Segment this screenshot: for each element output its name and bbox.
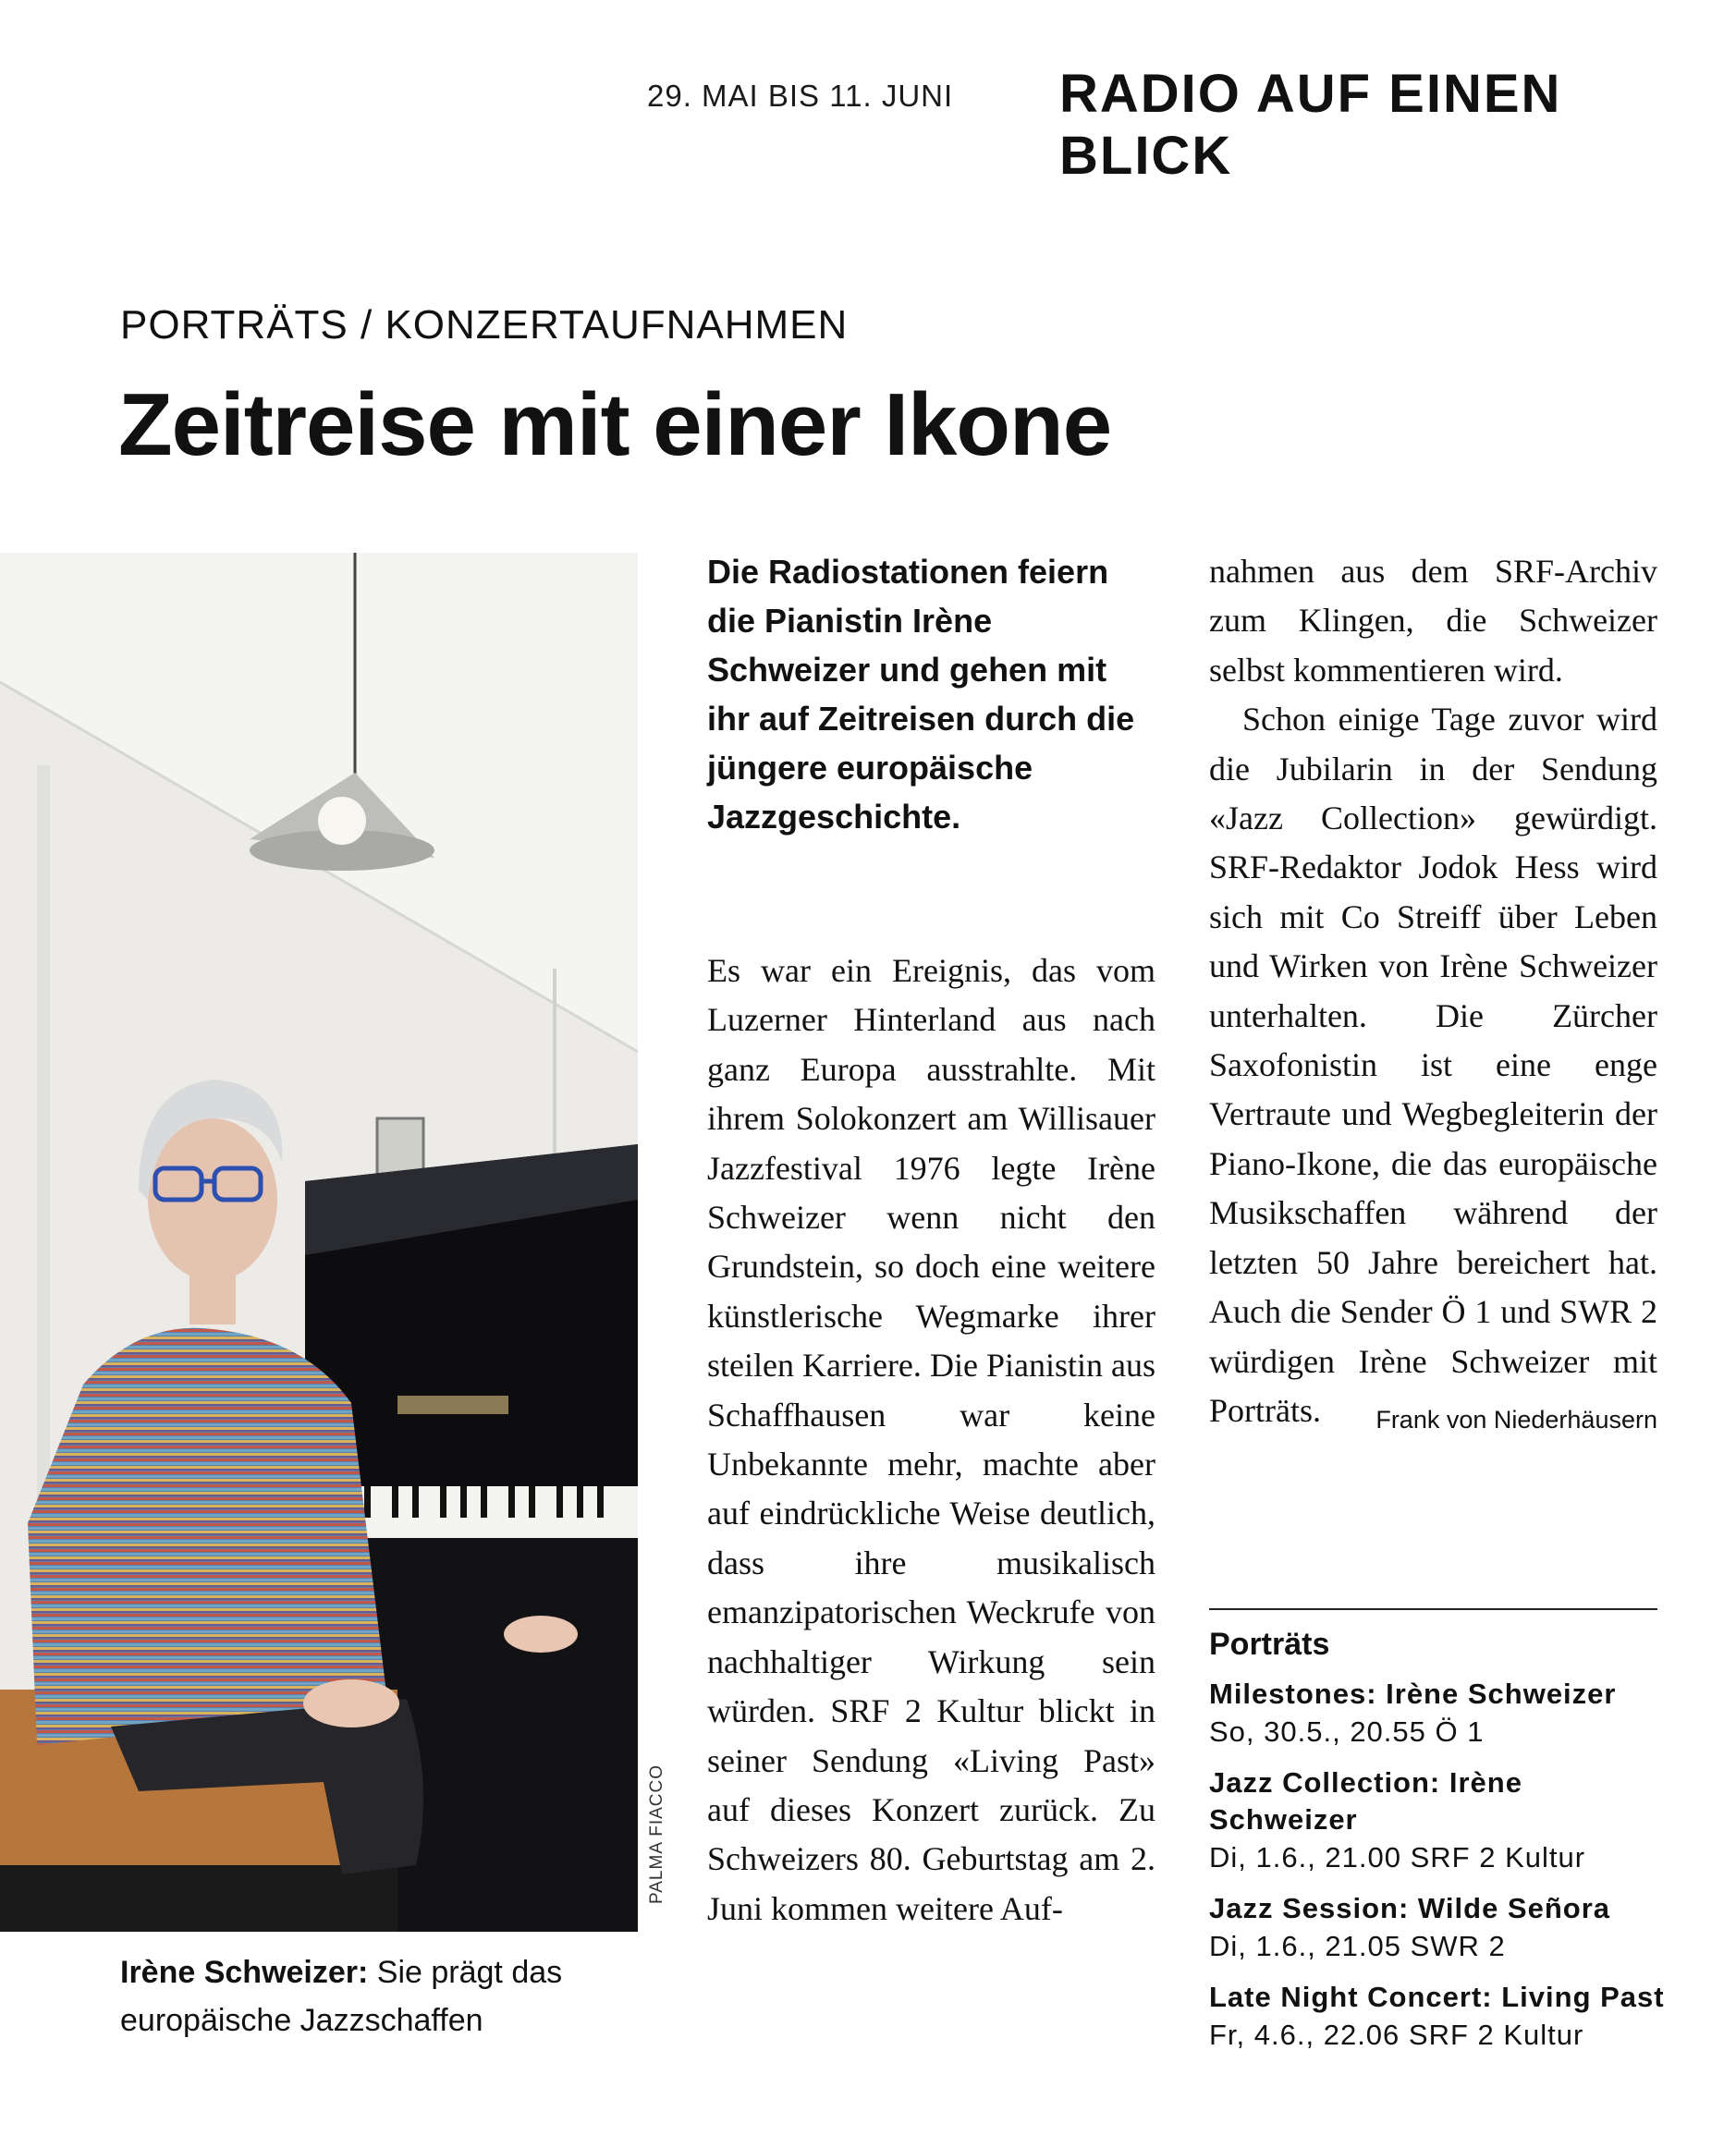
listing-time: Fr, 4.6., 22.06 SRF 2 Kultur [1209, 2019, 1584, 2051]
caption-name: Irène Schweizer: [120, 1955, 369, 1990]
article-kicker: PORTRÄTS / KONZERTAUFNAHMEN [120, 302, 849, 348]
listings-divider [1209, 1608, 1657, 1610]
portrait-illustration [0, 553, 638, 1932]
listing-time: So, 30.5., 20.55 Ö 1 [1209, 1715, 1485, 1748]
listing-title: Jazz Collection: Irène Schweizer [1209, 1766, 1522, 1836]
listing-time: Di, 1.6., 21.00 SRF 2 Kultur [1209, 1841, 1586, 1874]
broadcast-listings [1209, 1627, 1671, 2055]
listing-title: Late Night Concert: Living Past [1209, 1981, 1665, 2013]
listing-item [1209, 1890, 1671, 1966]
article-body-column-2 [1209, 547, 1657, 1445]
issue-date-range: 29. MAI BIS 11. JUNI [647, 79, 954, 113]
portrait-photo [0, 553, 638, 1932]
listings-heading: Porträts [1209, 1627, 1330, 1662]
listing-title: Milestones: Irène Schweizer [1209, 1678, 1617, 1710]
body-paragraph: Es war ein Ereignis, das vom Luzerner Hinterland aus nach ganz Europa ausstrahlte. Mit ihrem Solokonzert am Willisauer Jazzfestival 1976 legte Irène Schweizer wenn nicht den Grundstein, so doch eine weitere künstlerische Wegmarke ihrer steilen Karriere. Die Pianistin aus Schaffhausen war keine Unbekannte mehr, machte aber auf eindrückliche Weise deutlich, dass ihre musikalisch emanzipatorischen Weckrufe von nachhaltiger Wirkung sein würden. SRF 2 Kultur blickt in seiner Sendung «Living Past» auf dieses Konzert zurück. Zu Schweizers 80. Geburtstag am 2. Juni kommen weitere Auf- [707, 952, 1155, 1927]
caption-text: Sie prägt das europäische Jazzschaffen [120, 1955, 563, 2038]
listing-title: Jazz Session: Wilde Señora [1209, 1892, 1611, 1924]
article-body-column-1 [707, 946, 1155, 1934]
body-paragraph: nahmen aus dem SRF-Archiv zum Klingen, die Schweizer selbst kommentieren wird. [1209, 553, 1657, 689]
article-author: Frank von Niederhäusern [1375, 1405, 1657, 1434]
body-paragraph [1209, 695, 1657, 1435]
article-headline: Zeitreise mit einer Ikone [118, 375, 1112, 474]
photo-caption [120, 1948, 638, 2044]
listing-item [1209, 1676, 1671, 1752]
body-paragraph-text: Schon einige Tage zuvor wird die Jubilarin in der Sendung «Jazz Collection» gewürdigt. SRF-Redaktor Jodok Hess wird sich mit Co Streiff über Leben und Wirken von Irène Schweizer unterhalten. Die Zürcher Saxofonistin ist eine enge Vertraute und Wegbegleiterin der Piano-Ikone, die das europäische Musikschaffen während der letzten 50 Jahre bereichert hat. Auch die Sender Ö 1 und SWR 2 würdigen Irène Schweizer mit Porträts. [1209, 701, 1657, 1429]
article-lead: Die Radiostationen feiern die Pianistin Irène Schweizer und gehen mit ihr auf Zeitreisen durch die jüngere europäische Jazzgeschichte. [707, 553, 1135, 836]
listing-time: Di, 1.6., 21.05 SWR 2 [1209, 1930, 1506, 1962]
section-title: RADIO AUF EINEN BLICK [1059, 64, 1562, 186]
listing-item [1209, 1764, 1671, 1877]
listing-item [1209, 1979, 1671, 2055]
photo-credit: PALMA FIACCO [647, 1764, 666, 1904]
